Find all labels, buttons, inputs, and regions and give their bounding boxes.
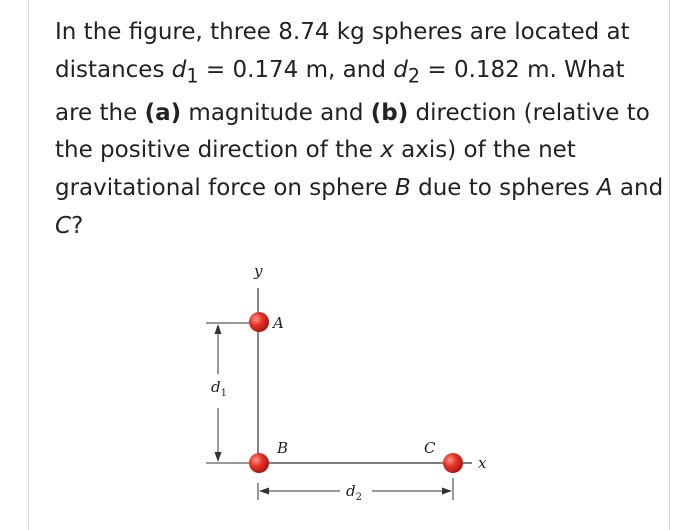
question-text: In the figure, three 8.74 kg spheres are located at distances $d_1 = 0.174$ m, and $d_2 = 0.182$ m. What are the (a) magnitude and (b) direction (relative to the positive direction of the x axis) of the net gravitational force on sphere B due to spheres A and C? (55, 19, 664, 239)
part-b-label: (b) (370, 99, 409, 126)
d2-arrow-right (442, 488, 452, 495)
y-axis-label: y (254, 262, 263, 280)
sphere-b-label: B (277, 439, 289, 457)
d1-label: $d_1$ (211, 378, 227, 399)
sphere-diagram (180, 250, 530, 520)
x-axis-label: x (478, 454, 487, 472)
sphere-a-label: A (273, 314, 284, 332)
sphere-b (249, 453, 269, 473)
d2-arrow-left (259, 488, 269, 495)
d2-label: $d_2$ (346, 482, 362, 503)
mass-value: 8.74 kg (278, 19, 365, 45)
sphere-a (249, 312, 269, 332)
sphere-c-label: C (424, 439, 436, 457)
part-a-label: (a) (144, 99, 182, 126)
sphere-c (443, 453, 463, 473)
d1-arrow-down (215, 452, 222, 462)
d1-arrow-up (215, 324, 222, 334)
